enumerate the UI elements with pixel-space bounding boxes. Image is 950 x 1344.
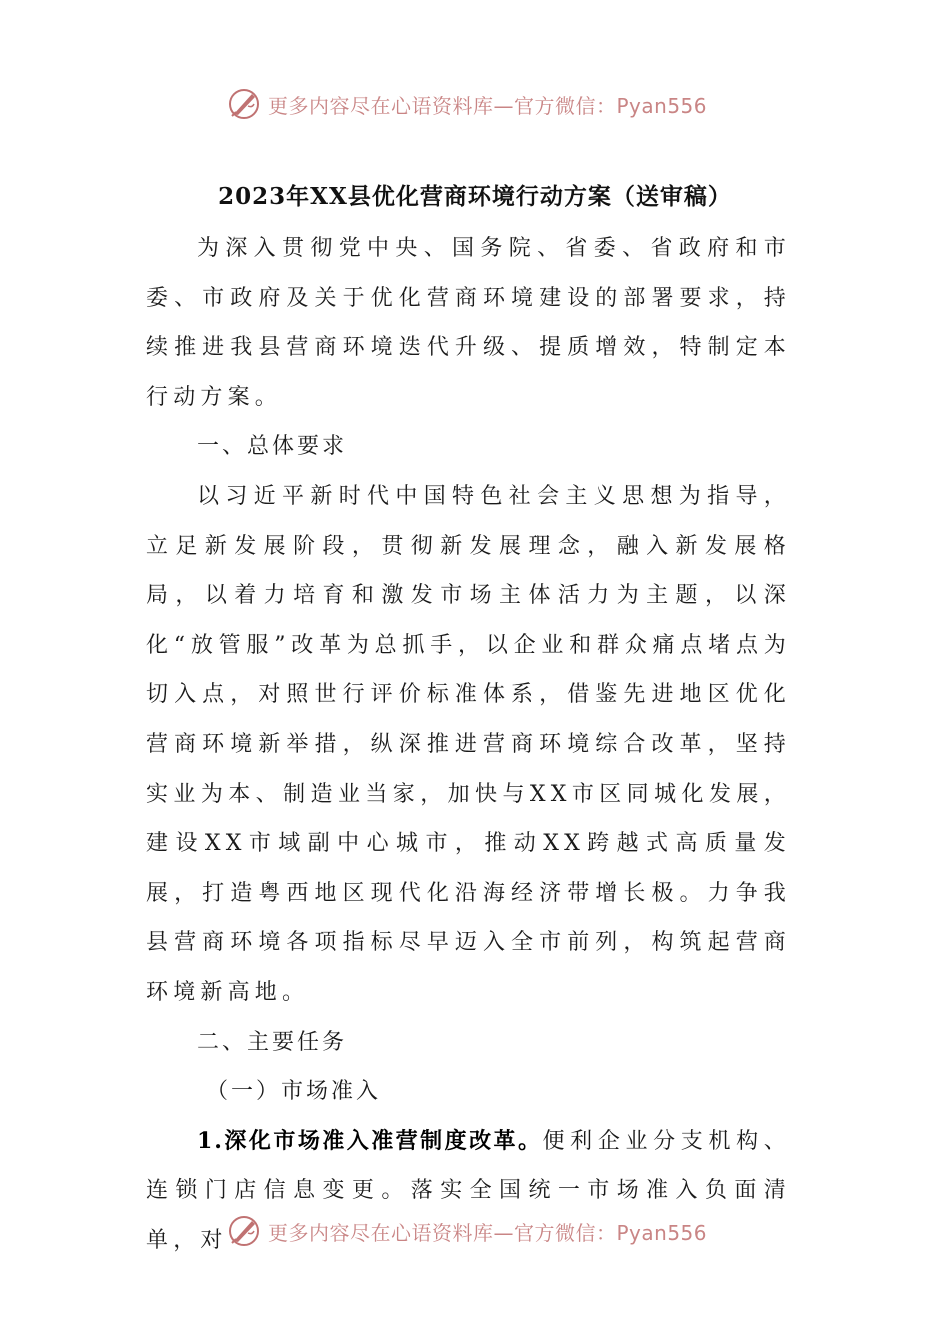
watermark-text: 更多内容尽在心语资料库—官方微信：Pyan556 <box>268 93 708 118</box>
intro-paragraph: 为深入贯彻党中央、国务院、省委、省政府和市委、市政府及关于优化营商环境建设的部署要求，持续推进我县营商环境迭代升级、提质增效，特制定本行动方案。 <box>146 236 791 410</box>
quill-pen-logo-icon <box>226 1213 262 1249</box>
subsection-heading-market-access: （一）市场准入 <box>206 1079 382 1105</box>
item-1-lead: 1.深化市场准入准营制度改革。 <box>197 1127 543 1154</box>
watermark-banner-bottom <box>226 1211 707 1251</box>
section-heading-main-tasks: 二、主要任务 <box>197 1029 348 1055</box>
quill-pen-logo-icon <box>226 86 262 122</box>
watermark-text: 更多内容尽在心语资料库—官方微信：Pyan556 <box>268 1220 708 1245</box>
watermark-banner-top <box>226 84 707 124</box>
item-1-body: 便利企业分支机构、连锁门店信息变更。落实全国统一市场准入负面清单，对 <box>146 1128 792 1253</box>
section-heading-overall-requirements: 一、总体要求 <box>197 434 348 460</box>
document-body <box>146 224 791 1265</box>
document-title: 2023年XX县优化营商环境行动方案（送审稿） <box>218 183 732 210</box>
overall-requirements-paragraph: 以习近平新时代中国特色社会主义思想为指导，立足新发展阶段，贯彻新发展理念，融入新发展格局，以着力培育和激发市场主体活力为主题，以深化“放管服”改革为总抓手，以企业和群众痛点堵点为切入点，对照世行评价标准体系，借鉴先进地区优化营商环境新举措，纵深推进营商环境综合改革，坚持实业为本、制造业当家，加快与XX市区同城化发展，建设XX市域副中心城市，推动XX跨越式高质量发展，打造粤西地区现代化沿海经济带增长极。力争我县营商环境各项指标尽早迈入全市前列，构筑起营商环境新高地。 <box>146 483 791 1005</box>
